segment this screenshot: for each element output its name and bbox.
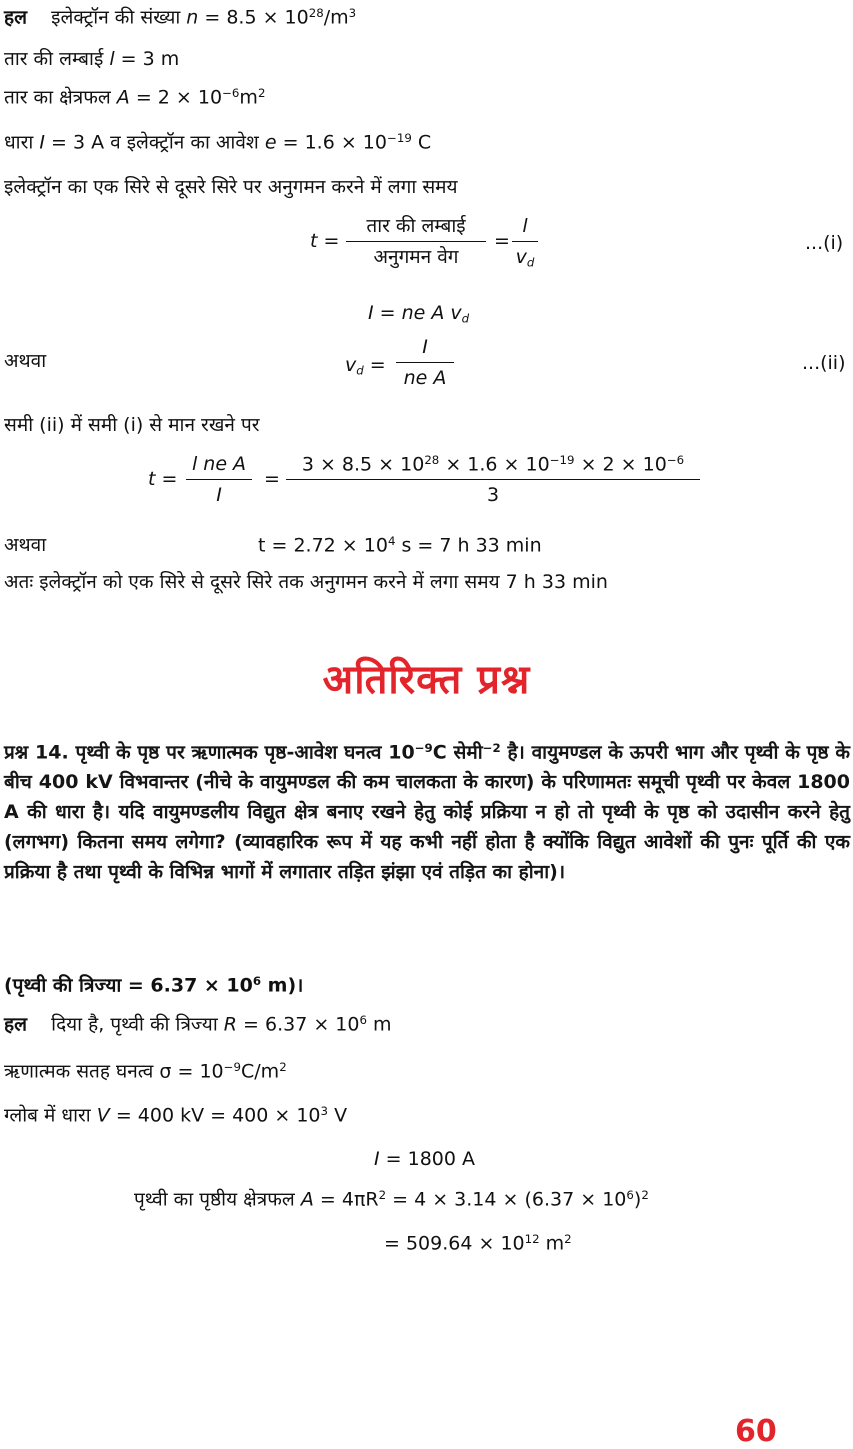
solution2-line-surface-density: ऋणात्मक सतह घनत्व $\sigma = 10^{-9}C/m^2$ bbox=[4, 1060, 287, 1083]
eq3-label: अथवा bbox=[4, 350, 47, 372]
eq3-tag: ...(ii) bbox=[802, 352, 846, 374]
solution-line-drift-time: इलेक्ट्रॉन का एक सिरे से दूसरे सिरे पर अनुगमन करने में लगा समय bbox=[4, 176, 458, 198]
eq2-current-relation: I = ne A $v_d$ bbox=[368, 302, 470, 326]
eq1-fraction-words: तार की लम्बाई अनुगमन वेग bbox=[346, 217, 486, 267]
eq4-lhs: t = bbox=[148, 468, 178, 490]
solution2-line-area-result: = $509.64 \times 10^{12}$ $m^2$ bbox=[384, 1232, 572, 1255]
eq1-fraction-symbols: $\frac{l}{v_d}$ bbox=[512, 217, 538, 269]
solution-label: हल bbox=[4, 1013, 27, 1036]
section-heading: अतिरिक्त प्रश्न bbox=[322, 657, 531, 703]
eq4-fraction-symbolic: $\frac{\text{l ne A}}{I}$ bbox=[186, 455, 252, 505]
eq5-result: $t = 2.72 \times 10^4$ s = 7 h 33 min bbox=[258, 534, 542, 557]
question-label: प्रश्न 14. bbox=[4, 741, 69, 764]
question-14: प्रश्न 14. पृथ्वी के पृष्ठ पर ऋणात्मक पृष्ठ-आवेश घनत्व $10^{-9}C$ सेमी$^{-2}$ है। वायुमण्डल के ऊपरी भाग और पृथ्वी के पृष्ठ के बीच 400 kV विभवान्तर (नीचे के वायुमण्डल की कम चालकता के कारण) के परिणामतः समूची पृथ्वी पर केवल 1800 A की धारा है। यदि वायुमण्डलीय विद्युत क्षेत्र बनाए रखने हेतु कोई प्रक्रिया न हो तो पृथ्वी के पृष्ठ को उदासीन करने हेतु (लगभग) कितना समय लगेगा? (व्यावहारिक रूप में यह कभी नहीं होता है क्योंकि विद्युत आवेशों की पुनः पूर्ति की एक प्रक्रिया है तथा पृथ्वी के विभिन्न भागों में लगातार तड़ित झंझा एवं तड़ित का होना)। bbox=[4, 741, 850, 883]
conclusion-line: अतः इलेक्ट्रॉन को एक सिरे से दूसरे सिरे तक अनुगमन करने में लगा समय 7 h 33 min bbox=[4, 571, 608, 593]
solution2-line-voltage: ग्लोब में धारा V = 400 kV = $400 \times 10^3$ V bbox=[4, 1104, 348, 1127]
eq1-tag: ...(i) bbox=[805, 232, 844, 254]
eq5-label: अथवा bbox=[4, 534, 47, 556]
page-number: 60 bbox=[735, 1414, 777, 1449]
eq1-equals: = bbox=[494, 230, 510, 252]
solution-label: हल bbox=[4, 6, 27, 29]
solution-line-current-charge: धारा I = 3 A व इलेक्ट्रॉन का आवेश $e = 1.6 \times 10^{-19}$ C bbox=[4, 131, 432, 154]
eq3-fraction: $\frac{I}{\text{ne A}}$ bbox=[396, 338, 454, 388]
question-14-radius: (पृथ्वी की त्रिज्या = $6.37 \times 10^6$ m)। bbox=[4, 974, 304, 997]
eq1-lhs: t = bbox=[310, 230, 340, 252]
solution2-line-radius: हल दिया है, पृथ्वी की त्रिज्या $R = 6.37 \times 10^6$ m bbox=[4, 1013, 392, 1036]
solution-line-electron-count: हल इलेक्ट्रॉन की संख्या $n = 8.5 \times 10^{28}/m^3$ bbox=[4, 6, 357, 29]
eq4-fraction-numeric: $\frac{3 \times 8.5 \times 10^{28} \times 1.6 \times 10^{-19} \times 2 \times 10^{-6}}{3}$ bbox=[286, 455, 700, 505]
eq3-lhs: $v_d$ = bbox=[345, 354, 386, 378]
solution-line-wire-area: तार का क्षेत्रफल $A = 2 \times 10^{-6}m^2$ bbox=[4, 86, 266, 109]
solution-line-wire-length: तार की लम्बाई l = 3 m bbox=[4, 48, 180, 70]
solution2-line-current: I = 1800 A bbox=[374, 1148, 475, 1170]
solution2-line-surface-area: पृथ्वी का पृष्ठीय क्षेत्रफल $A = 4\pi R^2 = 4 \times 3.14 \times (6.37 \times 10^6)^2$ bbox=[134, 1188, 649, 1211]
eq4-equals: = bbox=[264, 468, 280, 490]
substitution-line: समी (ii) में समी (i) से मान रखने पर bbox=[4, 414, 260, 436]
